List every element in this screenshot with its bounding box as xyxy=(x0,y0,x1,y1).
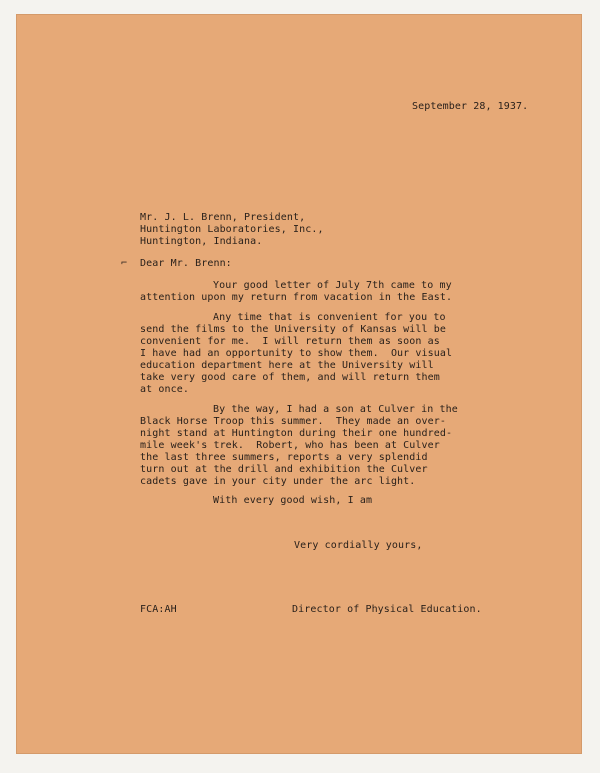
paragraph-line: By the way, I had a son at Culver in the xyxy=(213,404,458,415)
pencil-check-mark: ⌐ xyxy=(121,258,128,269)
paragraph-line: Your good letter of July 7th came to my xyxy=(213,280,452,291)
address-line: Huntington Laboratories, Inc., xyxy=(140,224,324,235)
recipient-address xyxy=(140,212,324,248)
paragraph-line: send the films to the University of Kansas will be xyxy=(140,324,447,335)
paragraph-2 xyxy=(140,312,452,396)
complimentary-closing: Very cordially yours, xyxy=(294,540,423,551)
signature-title: Director of Physical Education. xyxy=(292,604,482,615)
letter-date: September 28, 1937. xyxy=(412,101,529,112)
paragraph-4 xyxy=(140,495,372,507)
paragraph-line: turn out at the drill and exhibition the Culver xyxy=(140,464,428,475)
salutation: Dear Mr. Brenn: xyxy=(140,258,232,269)
paragraph-line: I have had an opportunity to show them. Our visual xyxy=(140,348,453,359)
paragraph-line: Any time that is convenient for you to xyxy=(213,312,446,323)
paragraph-line: With every good wish, I am xyxy=(213,495,373,506)
paragraph-line: at once. xyxy=(140,384,189,395)
paragraph-3 xyxy=(140,404,458,488)
paragraph-line: education department here at the University will xyxy=(140,360,434,371)
paragraph-line: take very good care of them, and will return them xyxy=(140,372,440,383)
paragraph-line: mile week's trek. Robert, who has been at Culver xyxy=(140,440,440,451)
typist-initials: FCA:AH xyxy=(140,604,177,615)
address-line: Huntington, Indiana. xyxy=(140,236,263,247)
paragraph-line: Black Horse Troop this summer. They made an over- xyxy=(140,416,447,427)
paragraph-line: night stand at Huntington during their one hundred- xyxy=(140,428,453,439)
address-line: Mr. J. L. Brenn, President, xyxy=(140,212,306,223)
paragraph-line: convenient for me. I will return them as soon as xyxy=(140,336,440,347)
paragraph-line: attention upon my return from vacation in the East. xyxy=(140,292,453,303)
paragraph-1 xyxy=(140,280,452,304)
paragraph-line: the last three summers, reports a very splendid xyxy=(140,452,428,463)
paragraph-line: cadets gave in your city under the arc light. xyxy=(140,476,416,487)
letter-page xyxy=(16,14,582,754)
